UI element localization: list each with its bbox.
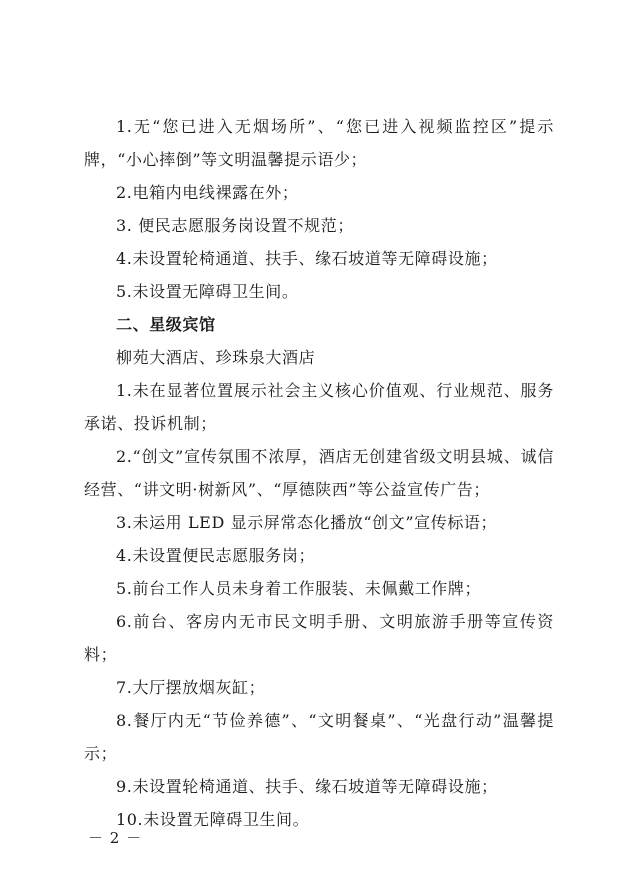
section-heading: 二、星级宾馆 [116, 315, 216, 334]
page-number: － 2 － [88, 829, 143, 847]
list-item: 3.未运用 LED 显示屏常态化播放“创文”宣传标语； [116, 513, 498, 532]
list-item: 4.未设置便民志愿服务岗； [116, 546, 316, 565]
document-body [84, 110, 554, 836]
list-item: 1.未在显著位置展示社会主义核心价值观、行业规范、服务承诺、投诉机制； [84, 381, 554, 433]
list-item: 4.未设置轮椅通道、扶手、缘石坡道等无障碍设施； [116, 249, 498, 268]
list-item: 5.前台工作人员未身着工作服装、未佩戴工作牌； [116, 579, 482, 598]
list-item: 6.前台、客房内无市民文明手册、文明旅游手册等宣传资料； [84, 612, 554, 664]
list-item: 9.未设置轮椅通道、扶手、缘石坡道等无障碍设施； [116, 777, 498, 796]
section-subtitle: 柳苑大酒店、珍珠泉大酒店 [116, 348, 316, 367]
list-item: 2.电箱内电线裸露在外； [116, 183, 299, 202]
list-item: 7.大厅摆放烟灰缸； [116, 678, 266, 697]
list-item: 1.无“您已进入无烟场所”、“您已进入视频监控区”提示牌，“小心摔倒”等文明温馨提示语少； [84, 117, 554, 169]
list-item: 8.餐厅内无“节俭养德”、“文明餐桌”、“光盘行动”温馨提示； [84, 711, 554, 763]
list-item: 5.未设置无障碍卫生间。 [116, 282, 299, 301]
list-item: 3. 便民志愿服务岗设置不规范； [116, 216, 354, 235]
list-item: 10.未设置无障碍卫生间。 [116, 810, 310, 829]
list-item: 2.“创文”宣传氛围不浓厚，酒店无创建省级文明县城、诚信经营、“讲文明·树新风”、“厚德陕西”等公益宣传广告； [84, 447, 554, 499]
